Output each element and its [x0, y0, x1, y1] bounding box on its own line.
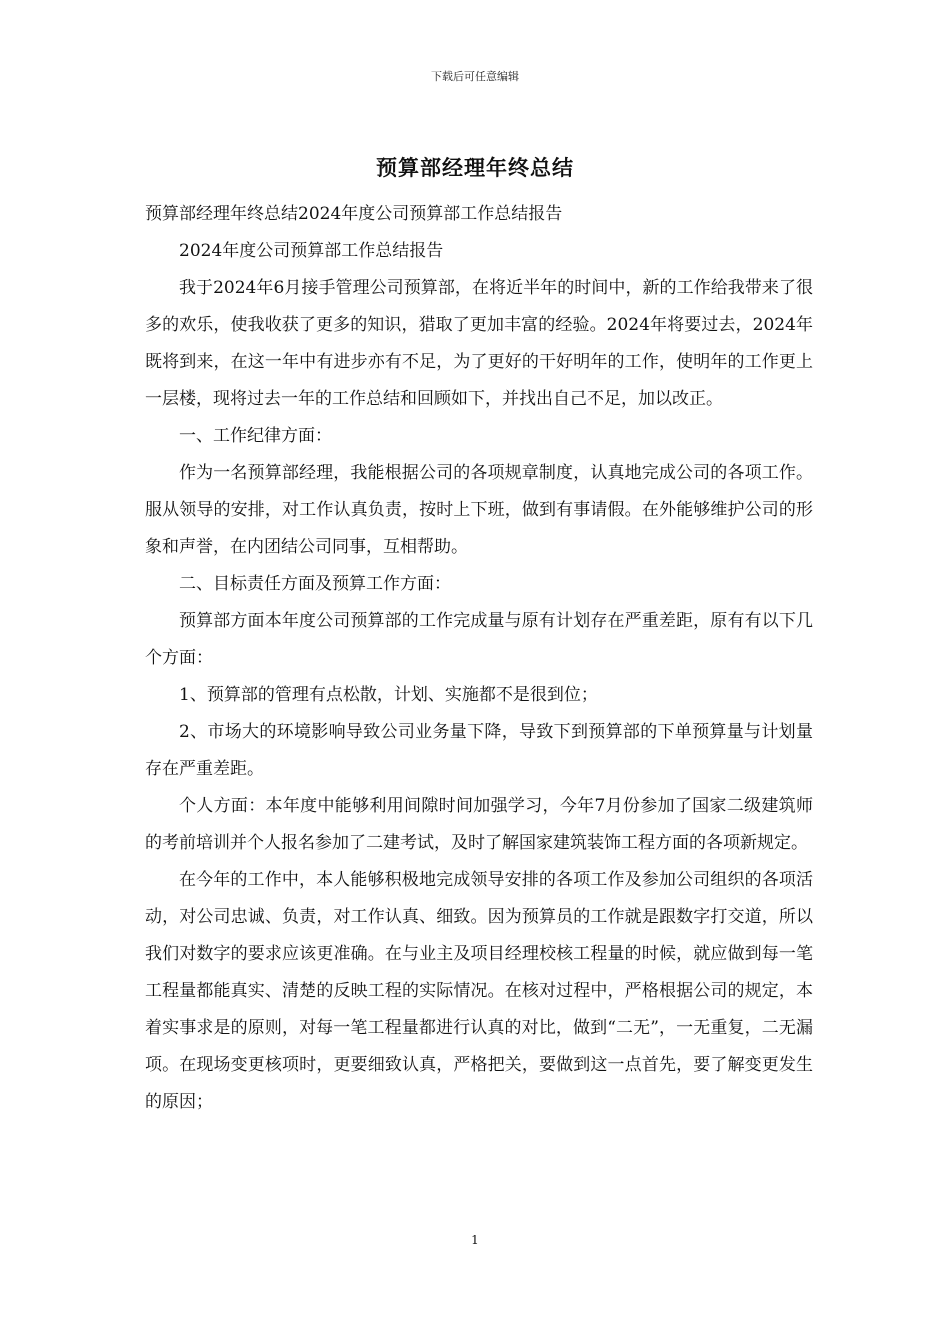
paragraph-work: 在今年的工作中，本人能够积极地完成领导安排的各项工作及参加公司组织的各项活动，对公司忠诚、负责，对工作认真、细致。因为预算员的工作就是跟数字打交道，所以我们对数字的要求应该更准确。在与业主及项目经理校核工程量的时候，就应做到每一笔工程量都能真实、清楚的反映工程的实际情况。在核对过程中，严格根据公司的规定，本着实事求是的原则，对每一笔工程量都进行认真的对比，做到“二无”，一无重复，二无漏项。在现场变更核项时，更要细致认真，严格把关，要做到这一点首先，要了解变更发生的原因；: [145, 870, 813, 1112]
paragraph-intro: 我于2024年6月接手管理公司预算部，在将近半年的时间中，新的工作给我带来了很多的欢乐，使我收获了更多的知识，猎取了更加丰富的经验。2024年将要过去，2024年既将到来，在这一年中有进步亦有不足，为了更好的干好明年的工作，使明年的工作更上一层楼，现将过去一年的工作总结和回顾如下，并找出自己不足，加以改正。: [145, 278, 813, 409]
paragraph-discipline: 作为一名预算部经理，我能根据公司的各项规章制度，认真地完成公司的各项工作。服从领导的安排，对工作认真负责，按时上下班，做到有事请假。在外能够维护公司的形象和声誉，在内团结公司同事，互相帮助。: [145, 463, 813, 557]
section-heading-discipline: 一、工作纪律方面：: [179, 426, 332, 446]
paragraph-targets: 预算部方面本年度公司预算部的工作完成量与原有计划存在严重差距，原有有以下几个方面：: [145, 611, 813, 668]
document-body: [145, 196, 813, 1121]
section-heading-targets: 二、目标责任方面及预算工作方面：: [179, 574, 451, 594]
document-title: 预算部经理年终总结: [376, 156, 574, 180]
list-item-1: 1、预算部的管理有点松散，计划、实施都不是很到位；: [179, 685, 598, 705]
paragraph-personal: 个人方面：本年度中能够利用间隙时间加强学习，今年7月份参加了国家二级建筑师的考前培训并个人报名参加了二建考试，及时了解国家建筑装饰工程方面的各项新规定。: [145, 796, 813, 853]
header-note: 下载后可任意编辑: [431, 70, 519, 83]
paragraph-subtitle: 预算部经理年终总结2024年度公司预算部工作总结报告: [145, 204, 563, 224]
list-item-2: 2、市场大的环境影响导致公司业务量下降，导致下到预算部的下单预算量与计划量存在严重差距。: [145, 722, 813, 779]
paragraph-report-title: 2024年度公司预算部工作总结报告: [179, 241, 444, 261]
page-number: 1: [471, 1233, 479, 1247]
